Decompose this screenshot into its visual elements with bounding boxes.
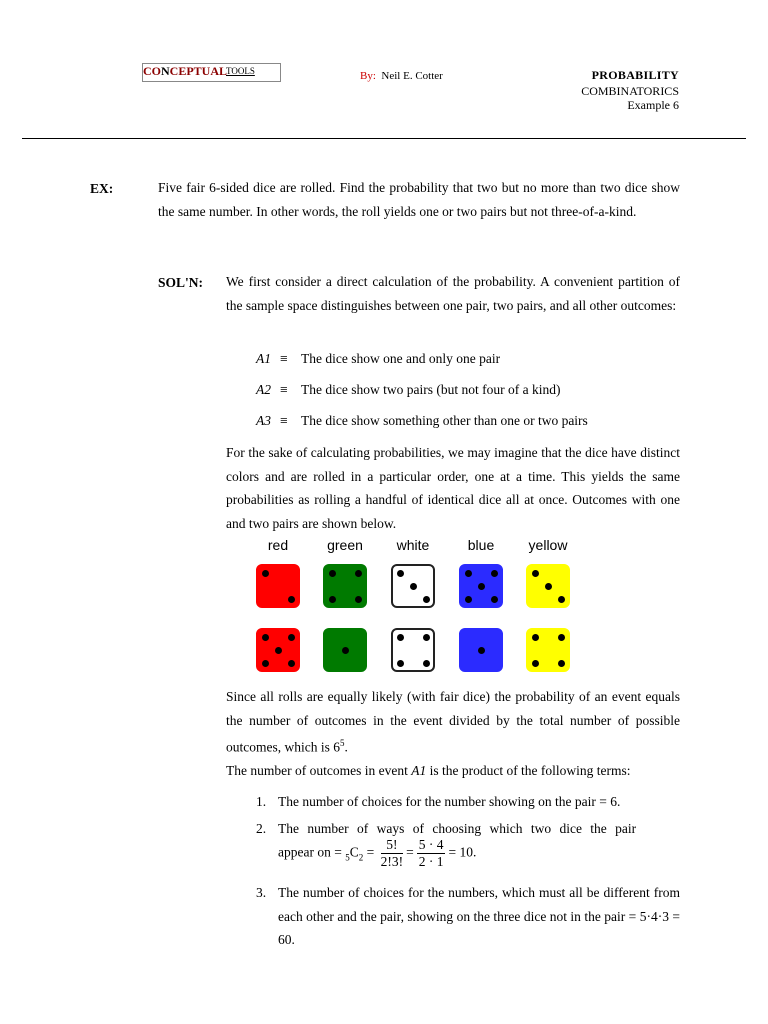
- die-pip: [329, 570, 336, 577]
- die-pip: [423, 660, 430, 667]
- die-yellow-row2: [526, 628, 570, 672]
- solution-label: SOL'N:: [158, 275, 204, 290]
- die-pip: [423, 634, 430, 641]
- die-red-row1: [256, 564, 300, 608]
- die-pip: [558, 660, 565, 667]
- ex-label: EX:: [90, 181, 114, 196]
- die-pip: [262, 634, 269, 641]
- product-fraction: $\frac{5 \cdot 4}{2 \cdot 1}$: [418, 837, 444, 869]
- die-pip: [355, 570, 362, 577]
- coloring-explanation: For the sake of calculating probabilities, we may imagine that the dice have distinct colors and are rolled in a particular order, one at a time. This yields the same probabilities as rolling a handful of identical dice all at once. Outcomes with one and two pairs are shown below.: [226, 445, 680, 531]
- die-pip: [397, 634, 404, 641]
- definition-a1: A1 ≡ The dice show one and only one pair: [256, 351, 501, 366]
- die-pip: [423, 596, 430, 603]
- event-a1-intro: The number of outcomes in event A1 is the product of the following terms:: [226, 763, 631, 778]
- die-pip: [478, 583, 485, 590]
- subject-title: PROBABILITY: [591, 68, 679, 82]
- die-pip: [465, 570, 472, 577]
- header-divider: [22, 138, 746, 139]
- byline: [360, 70, 443, 82]
- die-pip: [532, 634, 539, 641]
- by-label: By:: [360, 70, 376, 82]
- die-pip: [558, 596, 565, 603]
- die-pip: [329, 596, 336, 603]
- die-green-row2: [323, 628, 367, 672]
- die-white-row2: [391, 628, 435, 672]
- die-pip: [262, 660, 269, 667]
- list-item-3: 3. The number of choices for the numbers, which must all be different from each other and the pair, showing on the three dice not in the pair = 5·4·3 = 60.: [256, 885, 680, 947]
- die-red-row2: [256, 628, 300, 672]
- solution-intro: We first consider a direct calculation of the probability. A convenient partition of the sample space distinguishes between one pair, two pairs, and all other outcomes:: [226, 274, 680, 313]
- factorial-fraction: $\frac{5!}{2!3!}$: [380, 837, 404, 869]
- list-item-2: 2. The number of ways of choosing which two dice the pair appear on = $_5C_2$ = $\frac{5!}{2!3!}$ = $\frac{5 \cdot 4}{2 \cdot 1}$ = 10.: [256, 821, 637, 869]
- logo-tools: TOOLS: [226, 66, 255, 76]
- author-name: Neil E. Cotter: [381, 70, 443, 82]
- die-green-row1: [323, 564, 367, 608]
- die-pip: [465, 596, 472, 603]
- die-pip: [288, 660, 295, 667]
- topic-title: COMBINATORICS: [581, 84, 679, 98]
- logo: CONCEPTUAL: [143, 64, 228, 78]
- die-pip: [342, 647, 349, 654]
- dice-label-green: green: [327, 537, 363, 553]
- die-pip: [397, 570, 404, 577]
- example-number: Example 6: [627, 98, 679, 112]
- probability-explanation: Since all rolls are equally likely (with fair dice) the probability of an event equals the number of outcomes in the event divided by the total number of possible outcomes, which is $6^5$.: [226, 689, 680, 755]
- list-item-1: 1. The number of choices for the number showing on the pair = 6.: [256, 794, 621, 809]
- die-pip: [491, 570, 498, 577]
- die-blue-row1: [459, 564, 503, 608]
- problem-statement: Five fair 6-sided dice are rolled. Find the probability that two but no more than two dice show the same number. In other words, the roll yields one or two pairs but not three-of-a-kind.: [158, 180, 680, 219]
- dice-label-red: red: [267, 537, 289, 553]
- die-pip: [558, 634, 565, 641]
- die-pip: [410, 583, 417, 590]
- die-pip: [275, 647, 282, 654]
- definition-a2: A2 ≡ The dice show two pairs (but not four of a kind): [256, 382, 561, 397]
- die-pip: [355, 596, 362, 603]
- dice-label-yellow: yellow: [528, 537, 568, 553]
- dice-label-blue: blue: [467, 537, 495, 553]
- die-pip: [397, 660, 404, 667]
- die-yellow-row1: [526, 564, 570, 608]
- die-blue-row2: [459, 628, 503, 672]
- die-pip: [288, 596, 295, 603]
- definition-a3: A3 ≡ The dice show something other than one or two pairs: [256, 413, 588, 428]
- die-pip: [532, 660, 539, 667]
- die-white-row1: [391, 564, 435, 608]
- die-pip: [478, 647, 485, 654]
- die-pip: [491, 596, 498, 603]
- die-pip: [532, 570, 539, 577]
- die-pip: [262, 570, 269, 577]
- die-pip: [545, 583, 552, 590]
- dice-label-white: white: [396, 537, 430, 553]
- die-pip: [288, 634, 295, 641]
